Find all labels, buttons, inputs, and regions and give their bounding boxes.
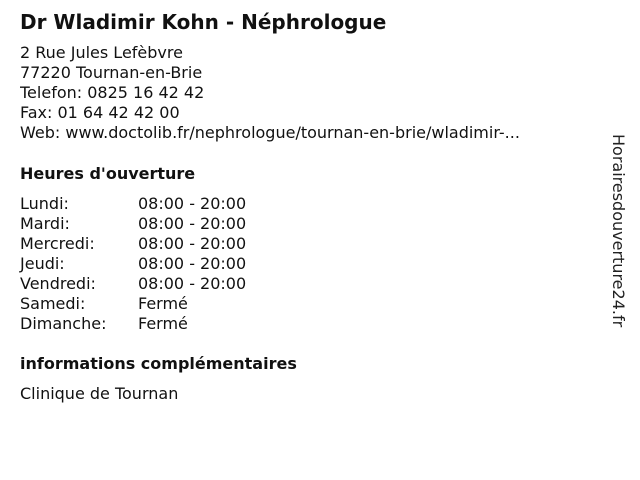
hours-time-value: 08:00 - 20:00 (138, 214, 247, 233)
hours-row-tuesday (20, 214, 246, 234)
hours-time-value: 08:00 - 20:00 (138, 234, 247, 253)
phone-number: Telefon: 0825 16 42 42 (20, 83, 205, 102)
hours-time-value: 08:00 - 20:00 (138, 274, 247, 293)
hours-day-label: Dimanche: (20, 314, 107, 333)
hours-time-value: 08:00 - 20:00 (138, 194, 247, 213)
hours-time-value: Fermé (138, 294, 188, 313)
street-address: 2 Rue Jules Lefèbvre (20, 43, 183, 62)
additional-info-text: Clinique de Tournan (20, 384, 179, 403)
website-line: Web: www.doctolib.fr/nephrologue/tournan-en-brie/wladimir-... (20, 123, 520, 142)
address-block (20, 43, 590, 143)
hours-time-value: Fermé (138, 314, 188, 333)
page-title: Dr Wladimir Kohn - Néphrologue (20, 10, 387, 34)
hours-day-label: Vendredi: (20, 274, 96, 293)
hours-row-friday (20, 274, 246, 294)
hours-day-label: Samedi: (20, 294, 86, 313)
hours-row-sunday (20, 314, 246, 334)
hours-row-wednesday (20, 234, 246, 254)
hours-day-label: Lundi: (20, 194, 69, 213)
hours-day-label: Jeudi: (20, 254, 65, 273)
hours-row-monday (20, 194, 246, 214)
site-watermark: Horairesdouverture24.fr (609, 134, 628, 328)
opening-hours-heading: Heures d'ouverture (20, 164, 196, 183)
fax-number: Fax: 01 64 42 42 00 (20, 103, 180, 122)
hours-day-label: Mercredi: (20, 234, 95, 253)
city-line: 77220 Tournan-en-Brie (20, 63, 203, 82)
opening-hours-list (20, 194, 246, 334)
hours-time-value: 08:00 - 20:00 (138, 254, 247, 273)
hours-row-thursday (20, 254, 246, 274)
hours-day-label: Mardi: (20, 214, 70, 233)
additional-info-heading: informations complémentaires (20, 354, 297, 373)
hours-row-saturday (20, 294, 246, 314)
